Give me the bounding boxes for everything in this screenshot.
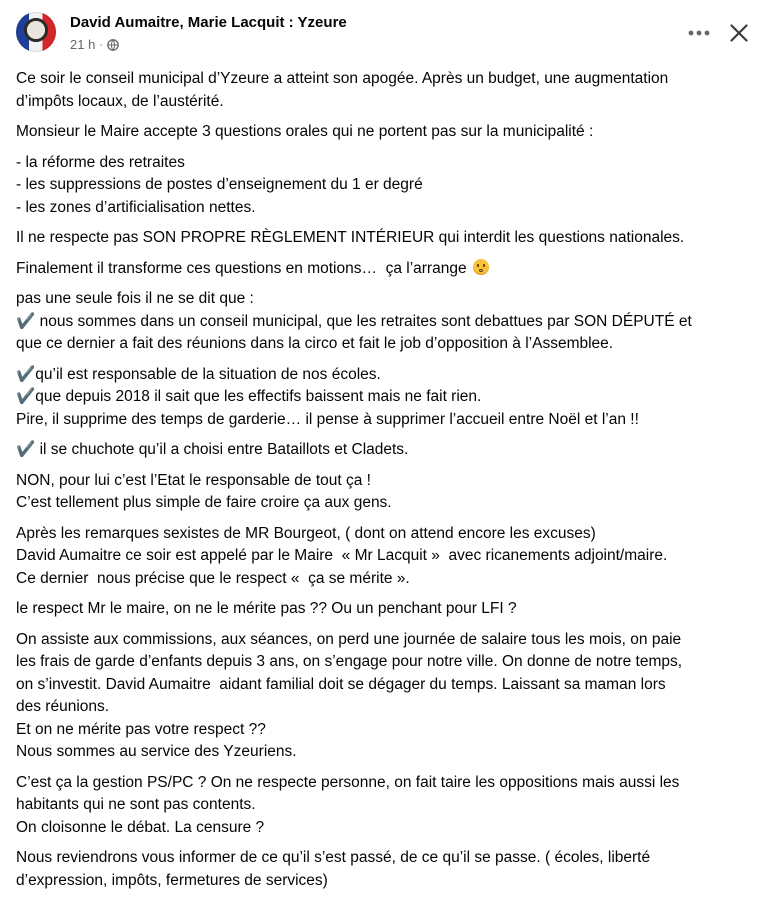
post-paragraph	[16, 772, 752, 840]
paragraph-line: que ce dernier a fait des réunions dans la circo et fait le job d’opposition à l’Assemblee.	[16, 335, 614, 352]
post-paragraph	[16, 439, 752, 462]
more-horizontal-icon	[688, 30, 710, 36]
paragraph-line: le respect Mr le maire, on ne le mérite pas ?? Ou un penchant pour LFI ?	[16, 600, 517, 617]
paragraph-line: les frais de garde d’enfants depuis 3 ans, on s’engage pour notre ville. On donne de notre temps,	[16, 653, 683, 670]
post-paragraph	[16, 598, 752, 621]
post-header	[0, 0, 759, 66]
paragraph-line: - la réforme des retraites	[16, 153, 185, 171]
post-paragraph	[16, 523, 752, 591]
paragraph-line: ✔️ nous sommes dans un conseil municipal, que les retraites sont debattues par SON DÉPUTÉ et	[16, 312, 692, 330]
post-meta	[70, 37, 119, 52]
post-author[interactable]: David Aumaitre, Marie Lacquit : Yzeure	[70, 14, 347, 31]
paragraph-line: Et on ne mérite pas votre respect ??	[16, 720, 266, 738]
paragraph-line: Ce soir le conseil municipal d’Yzeure a atteint son apogée. Après un budget, une augmentation	[16, 70, 669, 87]
worried-face-emoji-icon	[473, 259, 489, 275]
paragraph-line: ✔️ il se chuchote qu’il a choisi entre Bataillots et Cladets.	[16, 441, 409, 458]
paragraph-line: on s’investit. David Aumaitre aidant familial doit se dégager du temps. Laissant sa maman lors	[16, 675, 666, 693]
paragraph-line: d’impôts locaux, de l’austérité.	[16, 92, 224, 110]
post-paragraph	[16, 68, 752, 113]
close-button[interactable]	[723, 17, 755, 49]
paragraph-line: Finalement il transforme ces questions en motions… ça l’arrange	[16, 258, 752, 281]
paragraph-line: des réunions.	[16, 698, 110, 715]
paragraph-line: On cloisonne le débat. La censure ?	[16, 818, 265, 836]
more-options-button[interactable]	[684, 18, 714, 48]
post-time[interactable]: 21 h	[70, 37, 96, 52]
avatar[interactable]	[16, 12, 56, 52]
paragraph-line: Nous sommes au service des Yzeuriens.	[16, 743, 297, 760]
paragraph-line: Il ne respecte pas SON PROPRE RÈGLEMENT INTÉRIEUR qui interdit les questions nationales.	[16, 229, 685, 246]
post-paragraph	[16, 847, 752, 892]
paragraph-line: Après les remarques sexistes de MR Bourgeot, ( dont on attend encore les excuses)	[16, 524, 596, 542]
paragraph-line: ✔️qu’il est responsable de la situation de nos écoles.	[16, 365, 381, 383]
paragraph-line: - les suppressions de postes d’enseignement du 1 er degré	[16, 176, 423, 193]
paragraph-line: - les zones d’artificialisation nettes.	[16, 198, 256, 216]
post-paragraph	[16, 121, 752, 144]
paragraph-line: NON, pour lui c’est l’Etat le responsable de tout ça !	[16, 471, 371, 489]
paragraph-line: Ce dernier nous précise que le respect « ça se mérite ».	[16, 569, 410, 587]
post-body	[16, 68, 752, 892]
post-paragraph	[16, 629, 752, 764]
post-paragraph	[16, 258, 752, 281]
post-paragraph	[16, 227, 752, 250]
paragraph-line: d’expression, impôts, fermetures de services)	[16, 871, 328, 889]
paragraph-line: David Aumaitre ce soir est appelé par le Maire « Mr Lacquit » avec ricanements adjoint/maire.	[16, 547, 668, 564]
paragraph-line: habitants qui ne sont pas contents.	[16, 796, 256, 813]
globe-icon	[107, 39, 119, 51]
paragraph-line: Pire, il supprime des temps de garderie… il pense à supprimer l’accueil entre Noël et l’an !!	[16, 410, 639, 428]
paragraph-line: ✔️que depuis 2018 il sait que les effectifs baissent mais ne fait rien.	[16, 388, 482, 405]
post-paragraph	[16, 288, 752, 356]
meta-separator: ·	[99, 38, 103, 51]
close-icon	[730, 24, 748, 42]
paragraph-line: C’est ça la gestion PS/PC ? On ne respecte personne, on fait taire les oppositions mais aussi les	[16, 773, 680, 791]
paragraph-line: pas une seule fois il ne se dit que :	[16, 290, 254, 307]
post-paragraph	[16, 152, 752, 220]
paragraph-line: Monsieur le Maire accepte 3 questions orales qui ne portent pas sur la municipalité :	[16, 123, 594, 140]
post-paragraph	[16, 470, 752, 515]
paragraph-line: On assiste aux commissions, aux séances, on perd une journée de salaire tous les mois, on paie	[16, 630, 682, 648]
paragraph-line: Nous reviendrons vous informer de ce qu’il s’est passé, de ce qu’il se passe. ( écoles, liberté	[16, 849, 651, 866]
paragraph-line: C’est tellement plus simple de faire croire ça aux gens.	[16, 494, 392, 511]
post-paragraph	[16, 364, 752, 432]
